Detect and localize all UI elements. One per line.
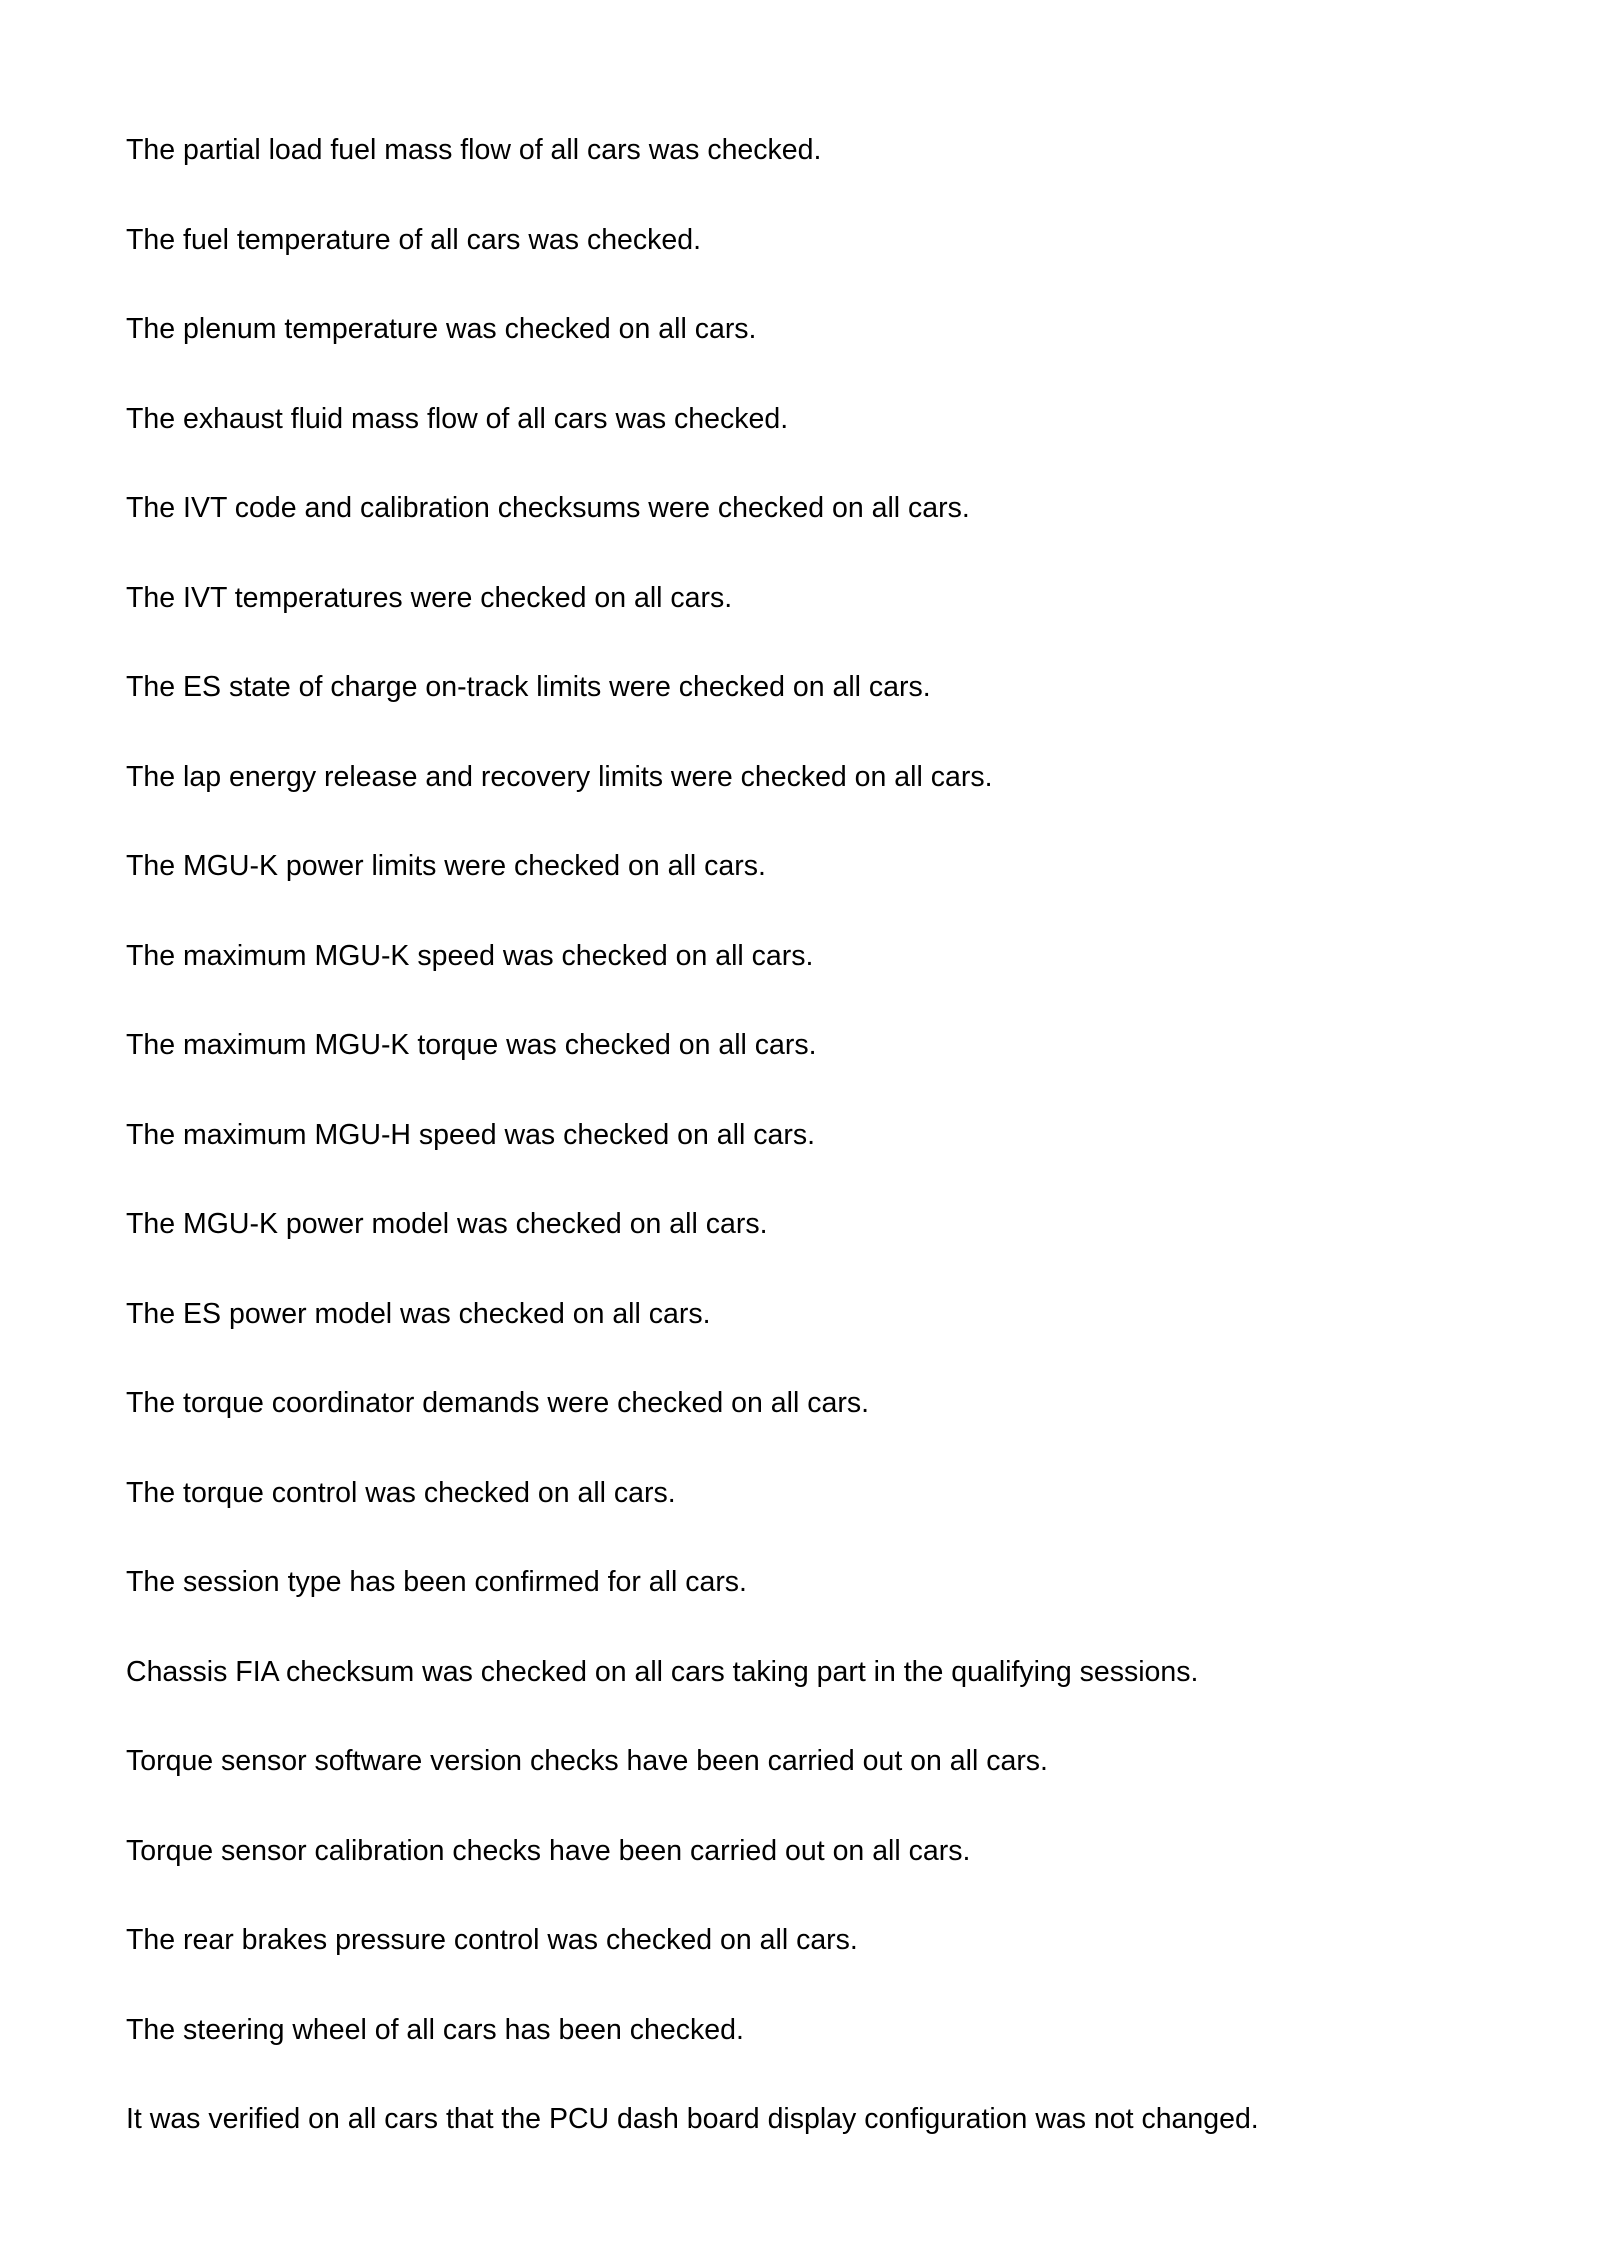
document-line: It was verified on all cars that the PCU dash board display configuration was not changed. (126, 2103, 1259, 2135)
document-line: The ES state of charge on-track limits were checked on all cars. (126, 671, 931, 703)
document-body (126, 130, 1259, 2189)
document-line: The maximum MGU-K speed was checked on all cars. (126, 939, 814, 972)
document-line: The session type has been confirmed for all cars. (126, 1566, 747, 1598)
document-line: The IVT temperatures were checked on all cars. (126, 581, 733, 614)
document-line: The maximum MGU-H speed was checked on all cars. (126, 1118, 815, 1151)
document-line: The maximum MGU-K torque was checked on all cars. (126, 1029, 817, 1061)
document-line: The torque coordinator demands were checked on all cars. (126, 1387, 869, 1419)
document-line: The torque control was checked on all cars. (126, 1476, 676, 1509)
document-line: The ES power model was checked on all cars. (126, 1297, 711, 1330)
document-line: Chassis FIA checksum was checked on all cars taking part in the qualifying sessions. (126, 1655, 1199, 1688)
document-line: The steering wheel of all cars has been checked. (126, 2013, 744, 2046)
document-line: The fuel temperature of all cars was checked. (126, 223, 702, 256)
document-line: The MGU-K power model was checked on all cars. (126, 1208, 768, 1240)
document-line: The exhaust fluid mass flow of all cars was checked. (126, 402, 789, 435)
document-line: The plenum temperature was checked on all cars. (126, 313, 757, 345)
document-line: The rear brakes pressure control was checked on all cars. (126, 1924, 858, 1956)
document-line: The lap energy release and recovery limits were checked on all cars. (126, 760, 993, 793)
document-line: The MGU-K power limits were checked on all cars. (126, 850, 766, 882)
document-line: Torque sensor software version checks have been carried out on all cars. (126, 1745, 1048, 1777)
document-line: Torque sensor calibration checks have been carried out on all cars. (126, 1834, 971, 1867)
document-line: The partial load fuel mass flow of all cars was checked. (126, 134, 822, 166)
document-line: The IVT code and calibration checksums were checked on all cars. (126, 492, 970, 524)
